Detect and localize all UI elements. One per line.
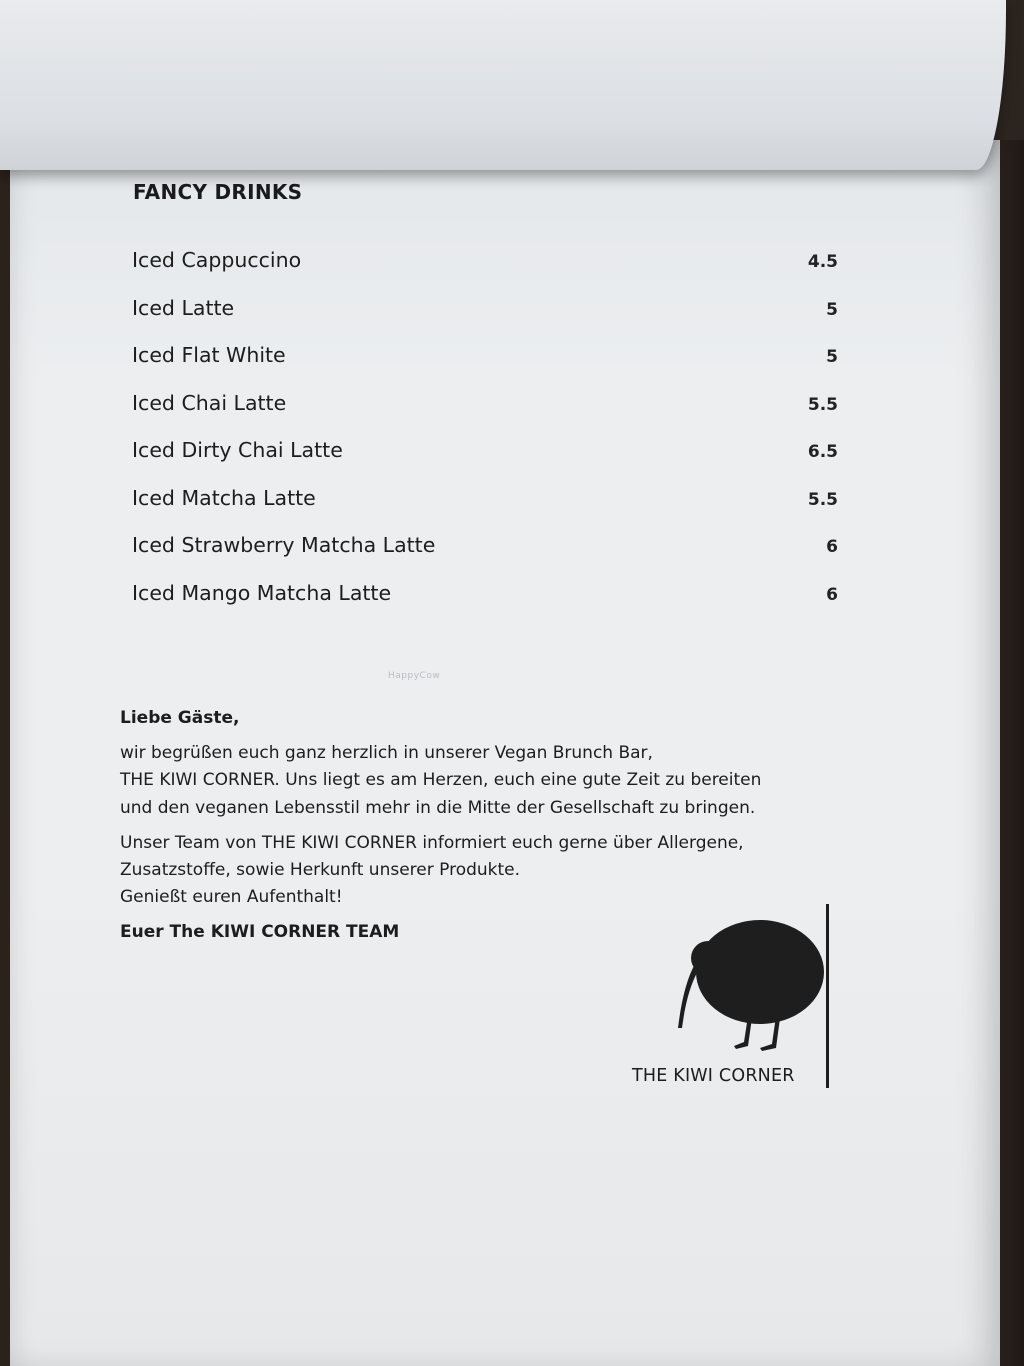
item-price: 6.5 [807,442,838,462]
signature: Euer The KIWI CORNER TEAM [120,922,400,943]
menu-item [120,391,840,439]
item-name: Iced Strawberry Matcha Latte [132,533,436,557]
logo-text: THE KIWI CORNER [632,1066,795,1086]
item-name: Iced Mango Matcha Latte [132,580,392,605]
turned-page [0,0,1006,170]
menu-item [120,533,840,581]
section-title: FANCY DRINKS [133,180,303,204]
item-name: Iced Chai Latte [132,390,287,415]
kiwi-corner-logo [630,900,850,1090]
item-name: Iced Latte [132,295,235,320]
item-price: 5 [826,347,838,367]
greeting: Liebe Gäste, [120,708,240,728]
letter-line: und den veganen Lebensstil mehr in die Mitte der Gesellschaft zu bringen. [120,797,756,818]
menu-item [120,486,840,534]
welcome-paragraph [120,740,840,822]
drinks-section [120,180,840,628]
letter-line: THE KIWI CORNER. Uns liegt es am Herzen, euch eine gute Zeit zu bereiten [120,770,762,791]
menu-item [120,248,840,296]
item-price: 5.5 [807,394,838,415]
item-price: 4.5 [807,252,838,272]
item-price: 5 [826,299,838,320]
drinks-list [120,248,840,628]
kiwi-bird-icon [630,900,830,1060]
menu-item [120,438,840,486]
item-price: 6 [826,584,838,605]
item-price: 5.5 [807,489,838,510]
item-name: Iced Flat White [132,343,286,367]
item-name: Iced Dirty Chai Latte [132,438,343,462]
watermark: HappyCow [388,671,441,681]
menu-item [120,343,840,391]
menu-page [10,140,1000,1366]
item-name: Iced Matcha Latte [132,485,316,510]
item-price: 6 [826,537,838,557]
logo-divider [826,904,829,1088]
item-name: Iced Cappuccino [132,248,302,272]
letter-line: Genießt euren Aufenthalt! [120,887,343,908]
letter-line: wir begrüßen euch ganz herzlich in unserer Vegan Brunch Bar, [120,743,653,764]
menu-item [120,296,840,344]
menu-item [120,581,840,629]
letter-line: Unser Team von THE KIWI CORNER informiert euch gerne über Allergene, [120,832,744,853]
letter-line: Zusatzstoffe, sowie Herkunft unserer Produkte. [120,859,521,880]
